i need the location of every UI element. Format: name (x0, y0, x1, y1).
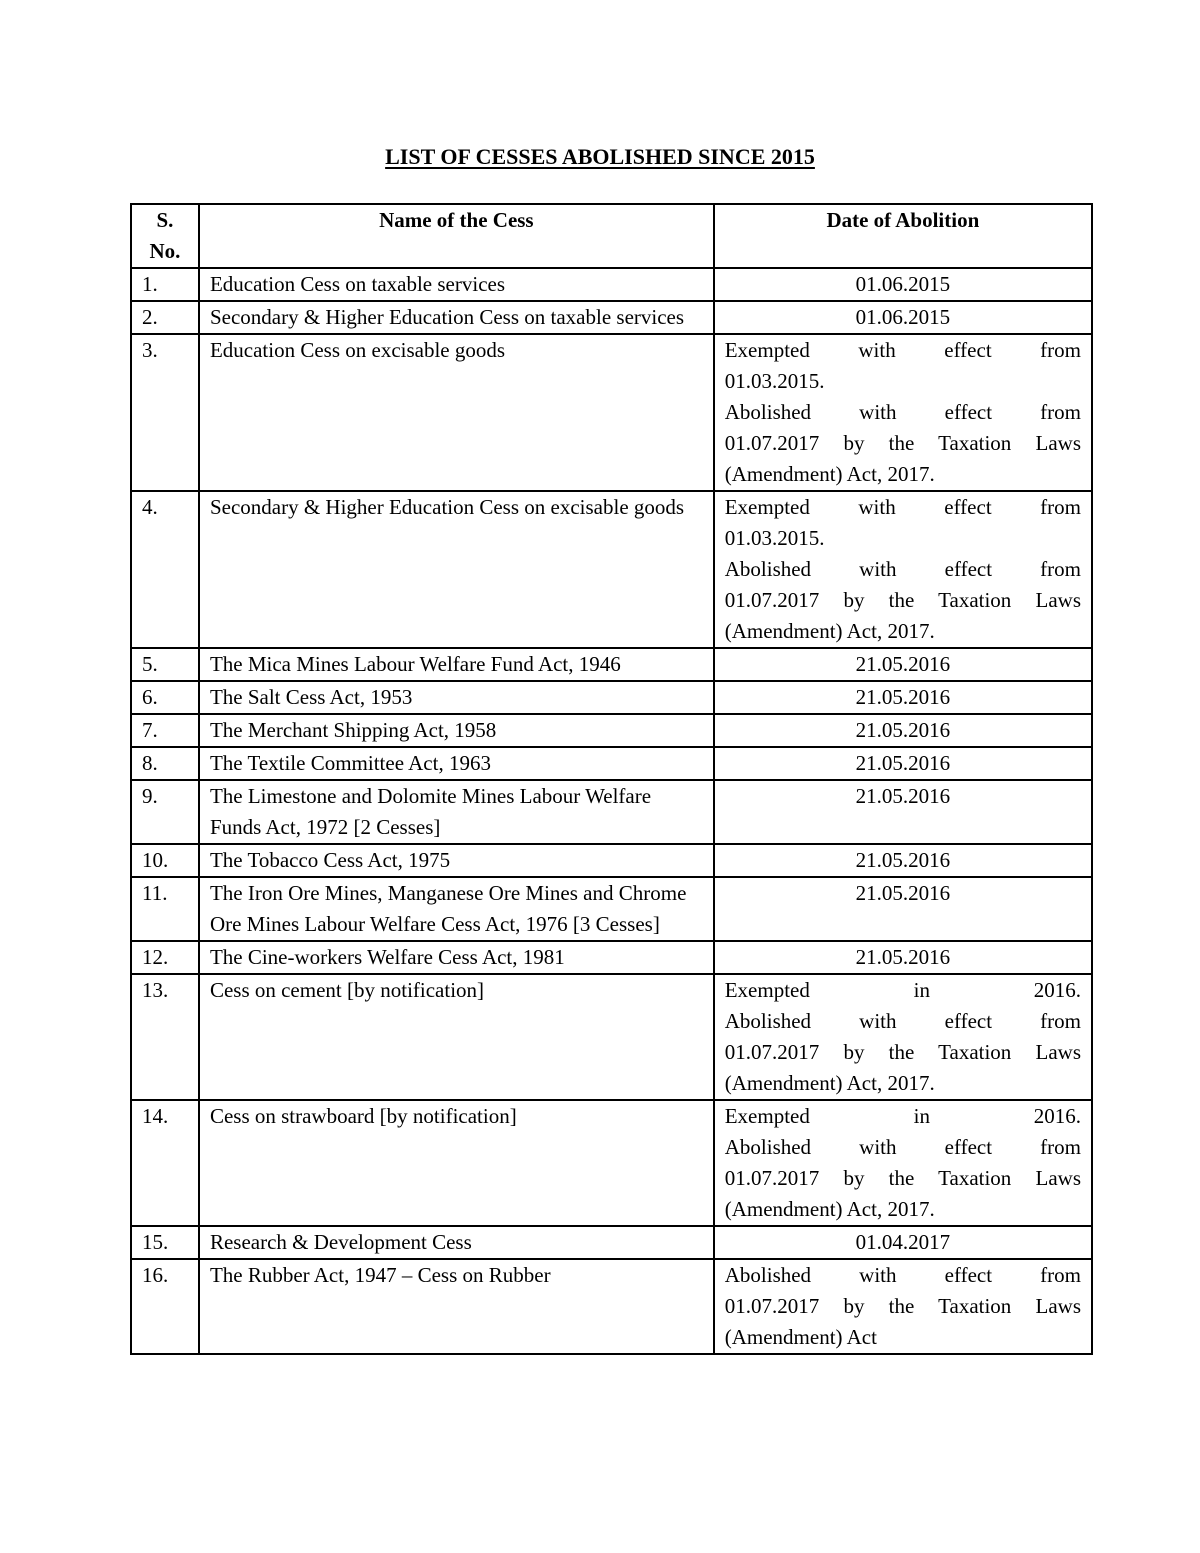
row-cess-name: Secondary & Higher Education Cess on taxable services (199, 301, 714, 334)
header-sno-line1: S. (156, 208, 174, 232)
date-line: 01.03.2015. (724, 526, 825, 550)
row-sno: 8. (131, 747, 199, 780)
table-row (131, 681, 1092, 714)
date-line: (Amendment) Act, 2017. (724, 1071, 935, 1095)
row-date-of-abolition: 01.06.2015 (714, 301, 1092, 334)
row-date-of-abolition (714, 1259, 1092, 1354)
row-cess-name: The Mica Mines Labour Welfare Fund Act, 1946 (199, 648, 714, 681)
row-date-of-abolition: 21.05.2016 (714, 941, 1092, 974)
row-cess-name: The Textile Committee Act, 1963 (199, 747, 714, 780)
row-cess-name: Secondary & Higher Education Cess on excisable goods (199, 491, 714, 648)
row-sno: 15. (131, 1226, 199, 1259)
row-date-of-abolition (714, 974, 1092, 1100)
row-sno: 14. (131, 1100, 199, 1226)
table-row (131, 1226, 1092, 1259)
table-row (131, 877, 1092, 941)
date-line: Abolished with effect from (724, 400, 1081, 424)
row-sno: 16. (131, 1259, 199, 1354)
date-line: 01.07.2017 by the Taxation Laws (724, 1294, 1081, 1318)
table-row (131, 268, 1092, 301)
row-date-of-abolition: 21.05.2016 (714, 747, 1092, 780)
row-sno: 13. (131, 974, 199, 1100)
page-title: LIST OF CESSES ABOLISHED SINCE 2015 (385, 144, 815, 169)
row-sno: 2. (131, 301, 199, 334)
row-cess-name: The Rubber Act, 1947 – Cess on Rubber (199, 1259, 714, 1354)
row-date-of-abolition (714, 1100, 1092, 1226)
row-date-of-abolition: 01.04.2017 (714, 1226, 1092, 1259)
row-sno: 6. (131, 681, 199, 714)
row-sno: 7. (131, 714, 199, 747)
date-line: Exempted in 2016. (724, 978, 1081, 1002)
row-sno: 12. (131, 941, 199, 974)
table-row (131, 1259, 1092, 1354)
row-cess-name: Education Cess on taxable services (199, 268, 714, 301)
date-line: Exempted with effect from (724, 338, 1081, 362)
date-line: (Amendment) Act, 2017. (724, 1197, 935, 1221)
row-cess-name: The Limestone and Dolomite Mines Labour Welfare Funds Act, 1972 [2 Cesses] (199, 780, 714, 844)
row-date-of-abolition: 01.06.2015 (714, 268, 1092, 301)
table-row (131, 714, 1092, 747)
row-cess-name: The Iron Ore Mines, Manganese Ore Mines and Chrome Ore Mines Labour Welfare Cess Act, 1976 [3 Cesses] (199, 877, 714, 941)
row-sno: 1. (131, 268, 199, 301)
header-date: Date of Abolition (714, 204, 1092, 268)
row-sno: 9. (131, 780, 199, 844)
row-date-of-abolition: 21.05.2016 (714, 714, 1092, 747)
table-row (131, 1100, 1092, 1226)
row-cess-name: Education Cess on excisable goods (199, 334, 714, 491)
row-cess-name: The Salt Cess Act, 1953 (199, 681, 714, 714)
row-date-of-abolition (714, 491, 1092, 648)
header-sno (131, 204, 199, 268)
date-line: 01.07.2017 by the Taxation Laws (724, 1040, 1081, 1064)
date-line: Abolished with effect from (724, 1135, 1081, 1159)
row-date-of-abolition: 21.05.2016 (714, 780, 1092, 844)
table-row (131, 648, 1092, 681)
table-header-row (131, 204, 1092, 268)
date-line: Abolished with effect from (724, 1263, 1081, 1287)
row-date-of-abolition: 21.05.2016 (714, 681, 1092, 714)
date-line: 01.07.2017 by the Taxation Laws (724, 431, 1081, 455)
row-sno: 5. (131, 648, 199, 681)
date-line: Exempted with effect from (724, 495, 1081, 519)
header-sno-line2: No. (149, 239, 181, 263)
row-date-of-abolition: 21.05.2016 (714, 877, 1092, 941)
row-cess-name: Research & Development Cess (199, 1226, 714, 1259)
row-sno: 10. (131, 844, 199, 877)
date-line: Abolished with effect from (724, 1009, 1081, 1033)
row-cess-name: The Tobacco Cess Act, 1975 (199, 844, 714, 877)
row-sno: 3. (131, 334, 199, 491)
table-row (131, 334, 1092, 491)
row-date-of-abolition: 21.05.2016 (714, 648, 1092, 681)
date-line: Exempted in 2016. (724, 1104, 1081, 1128)
row-cess-name: Cess on strawboard [by notification] (199, 1100, 714, 1226)
cess-table (130, 203, 1093, 1355)
row-sno: 11. (131, 877, 199, 941)
header-name: Name of the Cess (199, 204, 714, 268)
table-row (131, 491, 1092, 648)
row-date-of-abolition: 21.05.2016 (714, 844, 1092, 877)
row-cess-name: The Cine-workers Welfare Cess Act, 1981 (199, 941, 714, 974)
row-cess-name: Cess on cement [by notification] (199, 974, 714, 1100)
date-line: 01.07.2017 by the Taxation Laws (724, 588, 1081, 612)
table-row (131, 844, 1092, 877)
table-row (131, 974, 1092, 1100)
row-cess-name: The Merchant Shipping Act, 1958 (199, 714, 714, 747)
date-line: (Amendment) Act, 2017. (724, 462, 935, 486)
row-date-of-abolition (714, 334, 1092, 491)
date-line: Abolished with effect from (724, 557, 1081, 581)
table-row (131, 941, 1092, 974)
date-line: (Amendment) Act, 2017. (724, 619, 935, 643)
row-sno: 4. (131, 491, 199, 648)
table-row (131, 301, 1092, 334)
date-line: 01.07.2017 by the Taxation Laws (724, 1166, 1081, 1190)
date-line: 01.03.2015. (724, 369, 825, 393)
table-row (131, 747, 1092, 780)
date-line: (Amendment) Act (724, 1325, 877, 1349)
table-row (131, 780, 1092, 844)
